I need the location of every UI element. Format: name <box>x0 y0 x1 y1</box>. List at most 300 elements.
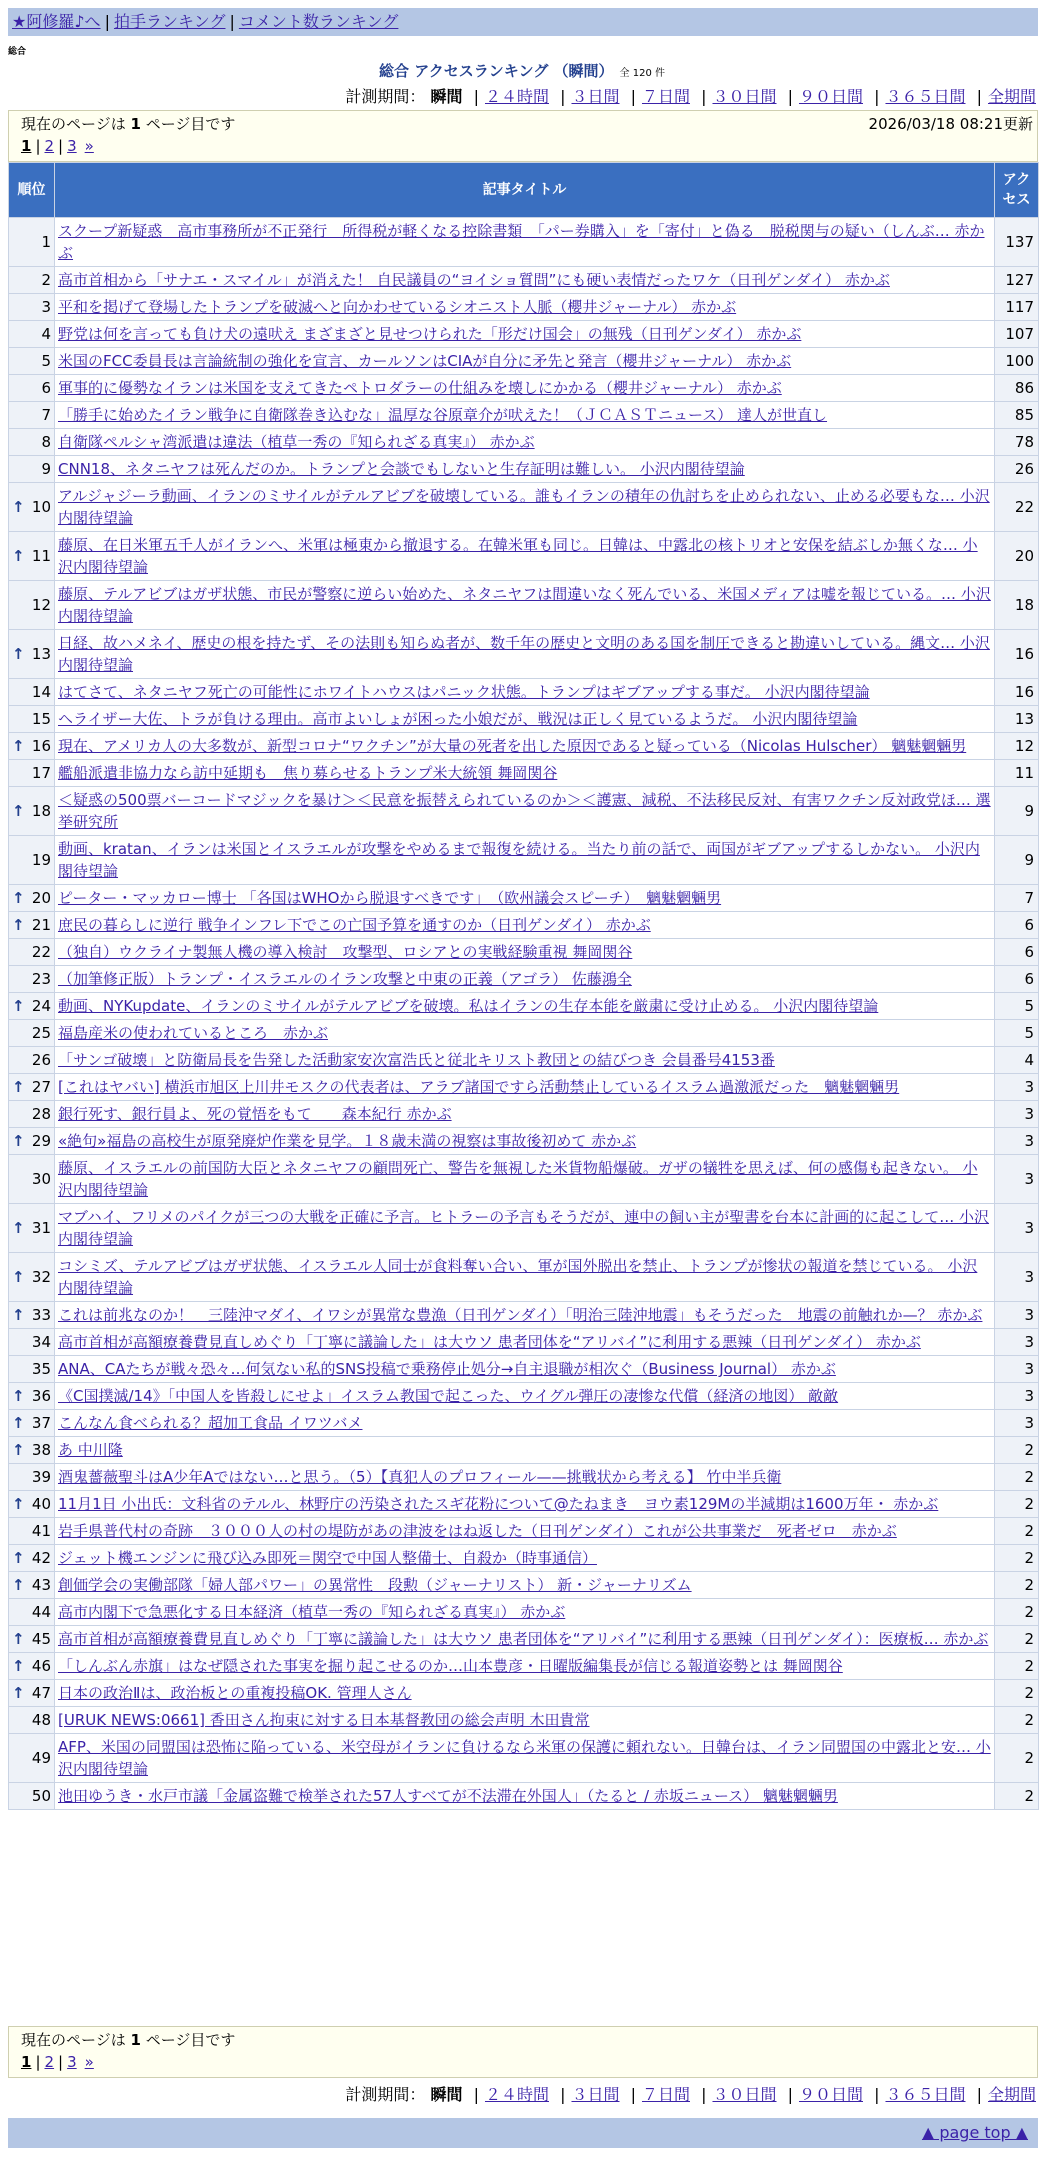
rank-number: 26 <box>31 1051 51 1069</box>
rank-number: 3 <box>41 298 51 316</box>
article-title-link[interactable]: 野党は何を言っても負け犬の遠吠え まざまざと見せつけられた「形だけ国会」の無残（日刊ゲンダイ） 赤かぶ <box>58 325 802 343</box>
access-count: 3 <box>995 1329 1039 1356</box>
access-count: 9 <box>995 836 1039 885</box>
access-count: 100 <box>995 348 1039 375</box>
article-title-link[interactable]: 現在、アメリカ人の大多数が、新型コロナ“ワクチン”が大量の死者を出した原因であると疑っている（Nicolas Hulscher） 魑魅魍魎男 <box>58 737 967 755</box>
current-page-text: 現在のページは 1 ページ目です <box>21 2031 236 2049</box>
rank-up-arrow-icon: ↑ <box>12 889 25 907</box>
item-count: 全 120 件 <box>619 68 665 79</box>
home-link[interactable]: ★阿修羅♪へ <box>12 12 101 31</box>
rank-number: 7 <box>41 406 51 424</box>
rank-cell <box>9 1653 55 1680</box>
period-link-7d[interactable]: ７日間 <box>641 87 690 106</box>
rank-cell <box>9 402 55 429</box>
access-count: 86 <box>995 375 1039 402</box>
article-title-link[interactable]: 「サンゴ破壊」と防衛局長を告発した活動家安次富浩氏と従北キリスト教団との結びつき 会員番号4153番 <box>58 1051 775 1069</box>
title-cell <box>55 483 995 532</box>
ranking-table-body <box>9 218 1039 1810</box>
article-title-link[interactable]: （加筆修正版）トランプ・イスラエルのイラン攻撃と中東の正義（アゴラ） 佐藤鴻全 <box>58 970 632 988</box>
period-selector-bottom: 計測期間： 瞬間 | ２４時間 | ３日間 | ７日間 | ３０日間 | ９０日間 | ３６５日間 | 全期間 <box>345 2085 1036 2104</box>
title-cell <box>55 402 995 429</box>
table-row <box>9 1464 1039 1491</box>
table-row <box>9 483 1039 532</box>
article-title-link[interactable]: 「しんぶん赤旗」はなぜ隠された事実を掘り起こせるのか…山本豊彦・日曜版編集長が信じる報道姿勢とは 舞岡関谷 <box>58 1657 843 1675</box>
title-cell <box>55 706 995 733</box>
table-row <box>9 885 1039 912</box>
table-row <box>9 836 1039 885</box>
rank-cell <box>9 348 55 375</box>
current-page-text: 現在のページは 1 ページ目です <box>21 115 236 133</box>
title-cell <box>55 1783 995 1810</box>
access-count: 2 <box>995 1518 1039 1545</box>
rank-cell <box>9 939 55 966</box>
rank-number: 19 <box>31 851 51 869</box>
pager-top: 1 | 2 | 3 » <box>21 137 94 155</box>
title-cell <box>55 1599 995 1626</box>
article-title-link[interactable]: 高市首相が高額療養費見直しめぐり「丁寧に議論した」は大ウソ 患者団体を“アリバイ”に利用する悪辣（日刊ゲンダイ） 赤かぶ <box>58 1333 921 1351</box>
table-row <box>9 679 1039 706</box>
table-row <box>9 581 1039 630</box>
table-row <box>9 1437 1039 1464</box>
rank-cell <box>9 1491 55 1518</box>
table-row <box>9 375 1039 402</box>
article-title-link[interactable]: 池田ゆうき・水戸市議「金属盗難で検挙された57人すべてが不法滞在外国人」（たると / 赤坂ニュース） 魑魅魍魎男 <box>58 1787 838 1805</box>
title-cell <box>55 1545 995 1572</box>
access-count: 3 <box>995 1356 1039 1383</box>
access-count: 6 <box>995 939 1039 966</box>
top-nav-bar <box>8 8 1038 36</box>
article-title-link[interactable]: 銀行死す、銀行員よ、死の覚悟をもて 森本紀行 赤かぶ <box>58 1105 452 1123</box>
table-row <box>9 760 1039 787</box>
title-cell <box>55 1626 995 1653</box>
table-row <box>9 1155 1039 1204</box>
table-row <box>9 1599 1039 1626</box>
access-count: 3 <box>995 1410 1039 1437</box>
access-count: 2 <box>995 1491 1039 1518</box>
rank-number: 33 <box>31 1306 51 1324</box>
period-link-24h[interactable]: ２４時間 <box>484 2085 549 2104</box>
rank-number: 42 <box>31 1549 51 1567</box>
article-title-link[interactable]: 高市内閣下で急悪化する日本経済（植草一秀の『知られざる真実』） 赤かぶ <box>58 1603 566 1621</box>
article-title-link[interactable]: 福島産米の使われているところ 赤かぶ <box>58 1024 329 1042</box>
table-row <box>9 1707 1039 1734</box>
access-count: 4 <box>995 1047 1039 1074</box>
article-title-link[interactable]: CNN18、ネタニヤフは死んだのか。トランプと会談でもしないと生存証明は難しい。 小沢内閣待望論 <box>58 460 745 478</box>
access-count: 78 <box>995 429 1039 456</box>
rank-cell <box>9 1020 55 1047</box>
article-title-link[interactable]: 高市首相から「サナエ・スマイル」が消えた！ 自民議員の“ヨイショ質問”にも硬い表情だったワケ（日刊ゲンダイ） 赤かぶ <box>58 271 890 289</box>
pager-current: 1 <box>21 2053 32 2071</box>
table-row <box>9 1518 1039 1545</box>
access-count: 6 <box>995 966 1039 993</box>
rank-cell <box>9 1783 55 1810</box>
rank-cell <box>9 1464 55 1491</box>
article-title-link[interactable]: ＜疑惑の500票バーコードマジックを暴け＞＜民意を振替えられているのか＞＜護憲、減税、不法移民反対、有害ワクチン反対政党ほ… 選挙研究所 <box>58 791 991 831</box>
rank-number: 44 <box>31 1603 51 1621</box>
article-title-link[interactable]: 《C国撲滅/14》「中国人を皆殺しにせよ」イスラム教国で起こった、ウイグル弾圧の凄惨な代償（経済の地図） 敵敵 <box>58 1387 839 1405</box>
table-row <box>9 912 1039 939</box>
access-count: 117 <box>995 294 1039 321</box>
table-row <box>9 348 1039 375</box>
rank-up-arrow-icon: ↑ <box>12 547 25 565</box>
rank-cell <box>9 993 55 1020</box>
title-cell <box>55 1253 995 1302</box>
period-link-3d[interactable]: ３日間 <box>571 2085 620 2104</box>
rank-number: 14 <box>31 683 51 701</box>
title-cell <box>55 456 995 483</box>
period-current: 瞬間 <box>430 2085 463 2104</box>
access-count: 2 <box>995 1734 1039 1783</box>
rank-up-arrow-icon: ↑ <box>12 1387 25 1405</box>
title-cell <box>55 912 995 939</box>
period-link-30d[interactable]: ３０日間 <box>712 2085 777 2104</box>
rank-up-arrow-icon: ↑ <box>12 1268 25 1286</box>
rank-cell <box>9 836 55 885</box>
rank-up-arrow-icon: ↑ <box>12 997 25 1015</box>
rank-number: 1 <box>41 233 51 251</box>
rank-cell <box>9 1329 55 1356</box>
article-title-link[interactable]: 軍事的に優勢なイランは米国を支えてきたペトロダラーの仕組みを壊しにかかる（櫻井ジャーナル） 赤かぶ <box>58 379 782 397</box>
rank-number: 40 <box>31 1495 51 1513</box>
rank-up-arrow-icon: ↑ <box>12 1132 25 1150</box>
rank-cell <box>9 1128 55 1155</box>
access-count: 2 <box>995 1437 1039 1464</box>
rank-up-arrow-icon: ↑ <box>12 1549 25 1567</box>
bottom-bar <box>8 2118 1038 2148</box>
article-title-link[interactable]: 動画、NYKupdate、イランのミサイルがテルアビブを破壊。私はイランの生存本能を厳粛に受け止める。 小沢内閣待望論 <box>58 997 879 1015</box>
access-count: 85 <box>995 402 1039 429</box>
article-title-link[interactable]: 藤原、テルアビブはガザ状態、市民が警察に逆らい始めた、ネタニヤフは間違いなく死んでいる、米国メディアは嘘を報じている。… 小沢内閣待望論 <box>58 585 991 625</box>
article-title-link[interactable]: 岩手県普代村の奇跡 ３０００人の村の堤防があの津波をはね返した（日刊ゲンダイ）これが公共事業だ 死者ゼロ 赤かぶ <box>58 1522 897 1540</box>
period-current: 瞬間 <box>430 87 463 106</box>
period-link-24h[interactable]: ２４時間 <box>484 87 549 106</box>
rank-cell <box>9 1047 55 1074</box>
table-row <box>9 294 1039 321</box>
rank-cell <box>9 1572 55 1599</box>
table-row <box>9 939 1039 966</box>
rank-cell <box>9 885 55 912</box>
header-rank: 順位 <box>9 163 55 218</box>
article-title-link[interactable]: あ 中川隆 <box>58 1441 123 1459</box>
rank-cell <box>9 483 55 532</box>
period-link-90d[interactable]: ９０日間 <box>798 2085 863 2104</box>
rank-cell <box>9 1356 55 1383</box>
rank-number: 13 <box>31 645 51 663</box>
access-count: 3 <box>995 1074 1039 1101</box>
period-link-3d[interactable]: ３日間 <box>571 87 620 106</box>
title-cell <box>55 1464 995 1491</box>
article-title-link[interactable]: 艦船派遣非協力なら訪中延期も 焦り募らせるトランプ米大統領 舞岡関谷 <box>58 764 558 782</box>
rank-cell <box>9 630 55 679</box>
rank-cell <box>9 321 55 348</box>
table-row <box>9 1653 1039 1680</box>
article-title-link[interactable]: 創価学会の実働部隊「婦人部パワー」の異常性 段勲（ジャーナリスト） 新・ジャーナリズム <box>58 1576 692 1594</box>
table-row <box>9 1329 1039 1356</box>
rank-cell <box>9 1155 55 1204</box>
title-cell <box>55 1572 995 1599</box>
rank-cell <box>9 1599 55 1626</box>
table-header-row <box>9 163 1039 218</box>
table-row <box>9 993 1039 1020</box>
access-count: 137 <box>995 218 1039 267</box>
rank-up-arrow-icon: ↑ <box>12 1306 25 1324</box>
access-count: 12 <box>995 733 1039 760</box>
table-row <box>9 706 1039 733</box>
title-cell <box>55 733 995 760</box>
article-title-link[interactable]: はてさて、ネタニヤフ死亡の可能性にホワイトハウスはパニック状態。トランプはギブアップする事だ。 小沢内閣待望論 <box>58 683 870 701</box>
rank-up-arrow-icon: ↑ <box>12 916 25 934</box>
article-title-link[interactable]: こんなん食べられる？超加工食品 イワツバメ <box>58 1414 363 1432</box>
pager-link-3[interactable]: 3 <box>67 2053 77 2071</box>
table-row <box>9 456 1039 483</box>
rank-number: 17 <box>31 764 51 782</box>
table-row <box>9 1047 1039 1074</box>
rank-cell <box>9 1074 55 1101</box>
access-count: 3 <box>995 1155 1039 1204</box>
title-cell <box>55 218 995 267</box>
article-title-link[interactable]: ヘライザー大佐、トラが負ける理由。高市よいしょが困った小娘だが、戦況は正しく見ているようだ。 小沢内閣待望論 <box>58 710 858 728</box>
access-count: 2 <box>995 1545 1039 1572</box>
article-title-link[interactable]: 「勝手に始めたイラン戦争に自衛隊巻き込むな」温厚な谷原章介が吠えた！（ＪＣＡＳＴニュース） 達人が世直し <box>58 406 828 424</box>
article-title-link[interactable]: ピーター・マッカロー博士 「各国はWHOから脱退すべきです」 （欧州議会スピーチ） 魑魅魍魎男 <box>58 889 722 907</box>
table-row <box>9 402 1039 429</box>
page-top-link[interactable]: ▲ page top ▲ <box>921 2123 1028 2142</box>
rank-number: 10 <box>31 498 51 516</box>
period-label: 計測期間： <box>345 2085 426 2104</box>
article-title-link[interactable]: ジェット機エンジンに飛び込み即死＝関空で中国人整備士、自殺か（時事通信） <box>58 1549 597 1567</box>
article-title-link[interactable]: 米国のFCC委員長は言論統制の強化を宣言、カールソンはCIAが自分に矛先と発言（櫻井ジャーナル） 赤かぶ <box>58 352 792 370</box>
access-count: 5 <box>995 993 1039 1020</box>
article-title-link[interactable]: これは前兆なのか！ 三陸沖マダイ、イワシが異常な豊漁（日刊ゲンダイ）「明治三陸沖地震」もそうだった 地震の前触れか—？ 赤かぶ <box>58 1306 983 1324</box>
article-title-link[interactable]: （独自）ウクライナ製無人機の導入検討 攻撃型、ロシアとの実戦経験重視 舞岡関谷 <box>58 943 633 961</box>
access-count: 22 <box>995 483 1039 532</box>
table-row <box>9 1491 1039 1518</box>
article-title-link[interactable]: コシミズ、テルアビブはガザ状態、イスラエル人同士が食料奪い合い、軍が国外脱出を禁止、トランプが惨状の報道を禁じている。 小沢内閣待望論 <box>58 1257 978 1297</box>
rank-number: 48 <box>31 1711 51 1729</box>
title-cell <box>55 1128 995 1155</box>
rank-cell <box>9 1680 55 1707</box>
title-cell <box>55 375 995 402</box>
article-title-link[interactable]: 11月1日 小出氏：文科省のテルル、林野庁の汚染されたスギ花粉について@たねまき ヨウ素129Mの半減期は1600万年・ 赤かぶ <box>58 1495 939 1513</box>
rank-number: 39 <box>31 1468 51 1486</box>
rank-cell <box>9 733 55 760</box>
title-cell <box>55 1410 995 1437</box>
title-cell <box>55 1518 995 1545</box>
pager-link-3[interactable]: 3 <box>67 137 77 155</box>
access-count: 107 <box>995 321 1039 348</box>
period-link-90d[interactable]: ９０日間 <box>798 87 863 106</box>
access-count: 13 <box>995 706 1039 733</box>
title-cell <box>55 1707 995 1734</box>
access-count: 3 <box>995 1101 1039 1128</box>
access-count: 2 <box>995 1626 1039 1653</box>
rank-cell <box>9 912 55 939</box>
rank-up-arrow-icon: ↑ <box>12 1414 25 1432</box>
access-count: 16 <box>995 679 1039 706</box>
rank-number: 11 <box>31 547 51 565</box>
article-title-link[interactable]: スクープ新疑惑 高市事務所が不正発行 所得税が軽くなる控除書類 「パー券購入」を「寄付」と偽る 脱税関与の疑い（しんぶ… 赤かぶ <box>58 222 985 262</box>
rank-cell <box>9 966 55 993</box>
header-title: 記事タイトル <box>55 163 995 218</box>
rank-up-arrow-icon: ↑ <box>12 1219 25 1237</box>
title-cell <box>55 1047 995 1074</box>
article-title-link[interactable]: 酒鬼薔薇聖斗はA少年Aではない…と思う。（5）【真犯人のプロフィール——挑戦状から考える】 竹中半兵衛 <box>58 1468 782 1486</box>
table-row <box>9 966 1039 993</box>
title-cell <box>55 1020 995 1047</box>
clap-ranking-link[interactable]: 拍手ランキング <box>113 12 226 31</box>
access-count: 2 <box>995 1599 1039 1626</box>
article-title-link[interactable]: «絶句»福島の高校生が原発廃炉作業を見学。１８歳未満の視察は事故後初めて 赤かぶ <box>58 1132 637 1150</box>
period-link-365d[interactable]: ３６５日間 <box>885 87 966 106</box>
access-count: 127 <box>995 267 1039 294</box>
title-cell <box>55 1101 995 1128</box>
rank-up-arrow-icon: ↑ <box>12 1684 25 1702</box>
rank-number: 35 <box>31 1360 51 1378</box>
rank-cell <box>9 1626 55 1653</box>
article-title-link[interactable]: ANA、CAたちが戦々恐々…何気ない私的SNS投稿で乗務停止処分→自主退職が相次ぐ（Business Journal） 赤かぶ <box>58 1360 836 1378</box>
page-info-top <box>8 110 1038 162</box>
rank-number: 21 <box>31 916 51 934</box>
pager-next[interactable]: » <box>84 2053 94 2071</box>
title-cell <box>55 836 995 885</box>
table-row <box>9 1626 1039 1653</box>
table-row <box>9 1545 1039 1572</box>
table-row <box>9 218 1039 267</box>
article-title-link[interactable]: 高市首相が高額療養費見直しめぐり「丁寧に議論した」は大ウソ 患者団体を“アリバイ”に利用する悪辣（日刊ゲンダイ）：医療板… 赤かぶ <box>58 1630 989 1648</box>
rank-number: 23 <box>31 970 51 988</box>
rank-number: 5 <box>41 352 51 370</box>
title-cell <box>55 1491 995 1518</box>
rank-number: 38 <box>31 1441 51 1459</box>
rank-number: 45 <box>31 1630 51 1648</box>
rank-up-arrow-icon: ↑ <box>12 1576 25 1594</box>
title-cell <box>55 993 995 1020</box>
title-cell <box>55 1437 995 1464</box>
rank-cell <box>9 532 55 581</box>
rank-cell <box>9 1437 55 1464</box>
rank-cell <box>9 1101 55 1128</box>
title-cell <box>55 267 995 294</box>
article-title-link[interactable]: 藤原、在日米軍五千人がイランへ、米軍は極東から撤退する。在韓米軍も同じ。日韓は、中露北の核トリオと安保を結ぶしか無くな… 小沢内閣待望論 <box>58 536 978 576</box>
table-row <box>9 1783 1039 1810</box>
period-link-all[interactable]: 全期間 <box>987 2085 1036 2104</box>
rank-number: 27 <box>31 1078 51 1096</box>
title-cell <box>55 1356 995 1383</box>
article-title-link[interactable]: 藤原、イスラエルの前国防大臣とネタニヤフの顧問死亡、警告を無視した米貨物船爆破。ガザの犠牲を思えば、何の感傷も起きない。 小沢内閣待望論 <box>58 1159 978 1199</box>
rank-cell <box>9 456 55 483</box>
period-link-30d[interactable]: ３０日間 <box>712 87 777 106</box>
table-row <box>9 267 1039 294</box>
rank-up-arrow-icon: ↑ <box>12 1078 25 1096</box>
access-count: 2 <box>995 1653 1039 1680</box>
rank-number: 32 <box>31 1268 51 1286</box>
rank-number: 31 <box>31 1219 51 1237</box>
page-info-bottom <box>8 2026 1038 2078</box>
rank-number: 8 <box>41 433 51 451</box>
rank-number: 6 <box>41 379 51 397</box>
rank-cell <box>9 679 55 706</box>
rank-number: 4 <box>41 325 51 343</box>
table-row <box>9 429 1039 456</box>
period-link-all[interactable]: 全期間 <box>987 87 1036 106</box>
access-count: 3 <box>995 1302 1039 1329</box>
access-count: 3 <box>995 1204 1039 1253</box>
table-row <box>9 1383 1039 1410</box>
title-cell <box>55 532 995 581</box>
table-row <box>9 630 1039 679</box>
article-title-link[interactable]: 庶民の暮らしに逆行 戦争インフレ下でこの亡国予算を通すのか（日刊ゲンダイ） 赤かぶ <box>58 916 651 934</box>
article-title-link[interactable]: 動画、kratan、イランは米国とイスラエルが攻撃をやめるまで報復を続ける。当たり前の話で、両国がギブアップするしかない。 小沢内閣待望論 <box>58 840 980 880</box>
rank-up-arrow-icon: ↑ <box>12 1441 25 1459</box>
title-cell <box>55 787 995 836</box>
nav-separator: | <box>104 12 110 31</box>
title-cell <box>55 679 995 706</box>
table-row <box>9 1128 1039 1155</box>
title-cell <box>55 885 995 912</box>
updated-timestamp: 2026/03/18 08:21更新 <box>868 115 1033 133</box>
table-row <box>9 1734 1039 1783</box>
table-row <box>9 1020 1039 1047</box>
rank-number: 34 <box>31 1333 51 1351</box>
pager-next[interactable]: » <box>84 137 94 155</box>
table-row <box>9 532 1039 581</box>
rank-cell <box>9 375 55 402</box>
article-title-link[interactable]: 日経、故ハメネイ、歴史の根を持たず、その法則も知らぬ者が、数千年の歴史と文明のある国を制圧できると勘違いしている。縄文… 小沢内閣待望論 <box>58 634 990 674</box>
pager-link-2[interactable]: 2 <box>44 137 55 155</box>
table-row <box>9 1253 1039 1302</box>
rank-cell <box>9 1545 55 1572</box>
rank-number: 36 <box>31 1387 51 1405</box>
period-link-7d[interactable]: ７日間 <box>641 2085 690 2104</box>
rank-number: 41 <box>31 1522 51 1540</box>
article-title-link[interactable]: [URUK NEWS:0661] 香田さん拘束に対する日本基督教団の総会声明 木田貴常 <box>58 1711 590 1729</box>
rank-number: 28 <box>31 1105 51 1123</box>
title-cell <box>55 1155 995 1204</box>
table-row <box>9 1680 1039 1707</box>
article-title-link[interactable]: [これはヤバい] 横浜市旭区上川井モスクの代表者は、アラブ諸国ですら活動禁止しているイスラム過激派だった 魑魅魍魎男 <box>58 1078 900 1096</box>
rank-cell <box>9 581 55 630</box>
rank-cell <box>9 1734 55 1783</box>
rank-cell <box>9 218 55 267</box>
article-title-link[interactable]: AFP、米国の同盟国は恐怖に陥っている、米空母がイランに負けるなら米軍の保護に頼れない。日韓台は、イラン同盟国の中露北と安… 小沢内閣待望論 <box>58 1738 991 1778</box>
access-count: 18 <box>995 581 1039 630</box>
article-title-link[interactable]: マブハイ、フリメのパイクが三つの大戦を正確に予言。ヒトラーの予言もそうだが、連中の飼い主が聖書を台本に計画的に起こして… 小沢内閣待望論 <box>58 1208 990 1248</box>
title-cell <box>55 1302 995 1329</box>
comment-ranking-link[interactable]: コメント数ランキング <box>238 12 399 31</box>
table-row <box>9 787 1039 836</box>
pager-current: 1 <box>21 137 32 155</box>
title-cell <box>55 581 995 630</box>
pager-link-2[interactable]: 2 <box>44 2053 55 2071</box>
title-cell <box>55 1653 995 1680</box>
rank-up-arrow-icon: ↑ <box>12 645 25 663</box>
rank-number: 20 <box>31 889 51 907</box>
article-title-link[interactable]: 日本の政治Ⅱは、政治板との重複投稿OK. 管理人さん <box>58 1684 412 1702</box>
rank-number: 18 <box>31 802 51 820</box>
title-cell <box>55 1204 995 1253</box>
period-link-365d[interactable]: ３６５日間 <box>885 2085 966 2104</box>
title-cell <box>55 1734 995 1783</box>
table-row <box>9 321 1039 348</box>
rank-cell <box>9 760 55 787</box>
article-title-link[interactable]: 平和を掲げて登場したトランプを破滅へと向かわせているシオニスト人脈（櫻井ジャーナル） 赤かぶ <box>58 298 737 316</box>
article-title-link[interactable]: 自衛隊ペルシャ湾派遣は違法（植草一秀の『知られざる真実』） 赤かぶ <box>58 433 535 451</box>
period-label: 計測期間： <box>345 87 426 106</box>
article-title-link[interactable]: アルジャジーラ動画、イランのミサイルがテルアビブを破壊している。誰もイランの積年の仇討ちを止められない、止める必要もな… 小沢内閣待望論 <box>58 487 990 527</box>
rank-number: 29 <box>31 1132 51 1150</box>
access-count: 3 <box>995 1253 1039 1302</box>
title-cell <box>55 1680 995 1707</box>
